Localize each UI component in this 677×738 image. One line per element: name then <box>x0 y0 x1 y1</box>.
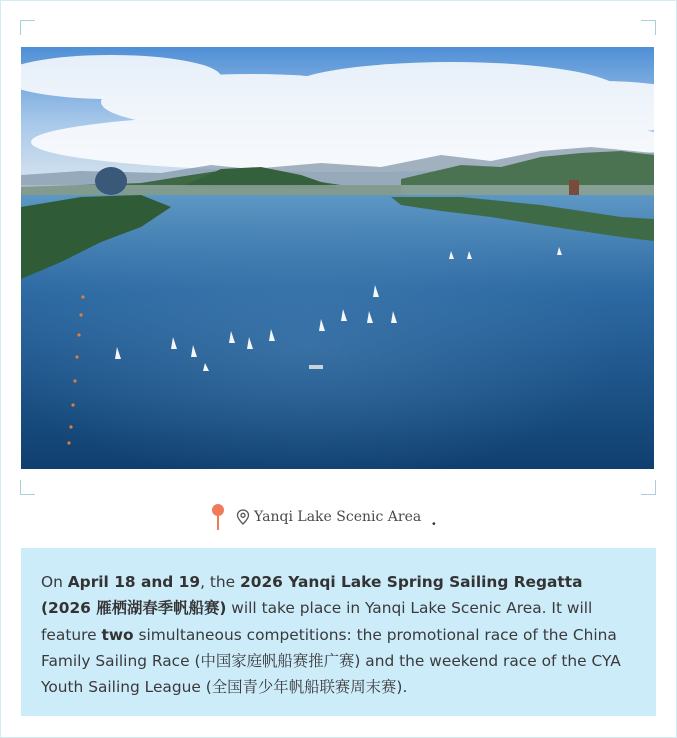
desc-text-2: , the <box>200 573 241 591</box>
desc-count: two <box>101 625 134 644</box>
corner-bracket-top-left <box>20 20 35 35</box>
location-trailing-dot: . <box>431 511 437 529</box>
desc-dates: April 18 and 19 <box>67 573 201 591</box>
location-label: Yanqi Lake Scenic Area <box>254 509 422 525</box>
event-description <box>21 548 656 716</box>
map-pin-icon <box>210 503 226 531</box>
desc-text-3: will take place in Yanqi Lake Scenic Area. It will feature <box>41 599 593 644</box>
desc-text-4: simultaneous competitions: the promotional race of the China Family Sailing Race (中国家庭帆船赛推广赛) and the weekend race of the CYA Youth Sailing League (全国青少年帆船联赛周末赛). <box>41 625 621 697</box>
lake-photo <box>21 47 654 469</box>
photo-location <box>210 502 436 532</box>
corner-bracket-top-right <box>641 20 656 35</box>
desc-text-1: On <box>41 573 68 591</box>
location-outline-icon <box>236 509 250 525</box>
desc-event-name: 2026 Yanqi Lake Spring Sailing Regatta (2026 雁栖湖春季帆船赛) <box>41 573 583 618</box>
corner-bracket-bottom-left <box>20 480 35 495</box>
corner-bracket-bottom-right <box>641 480 656 495</box>
